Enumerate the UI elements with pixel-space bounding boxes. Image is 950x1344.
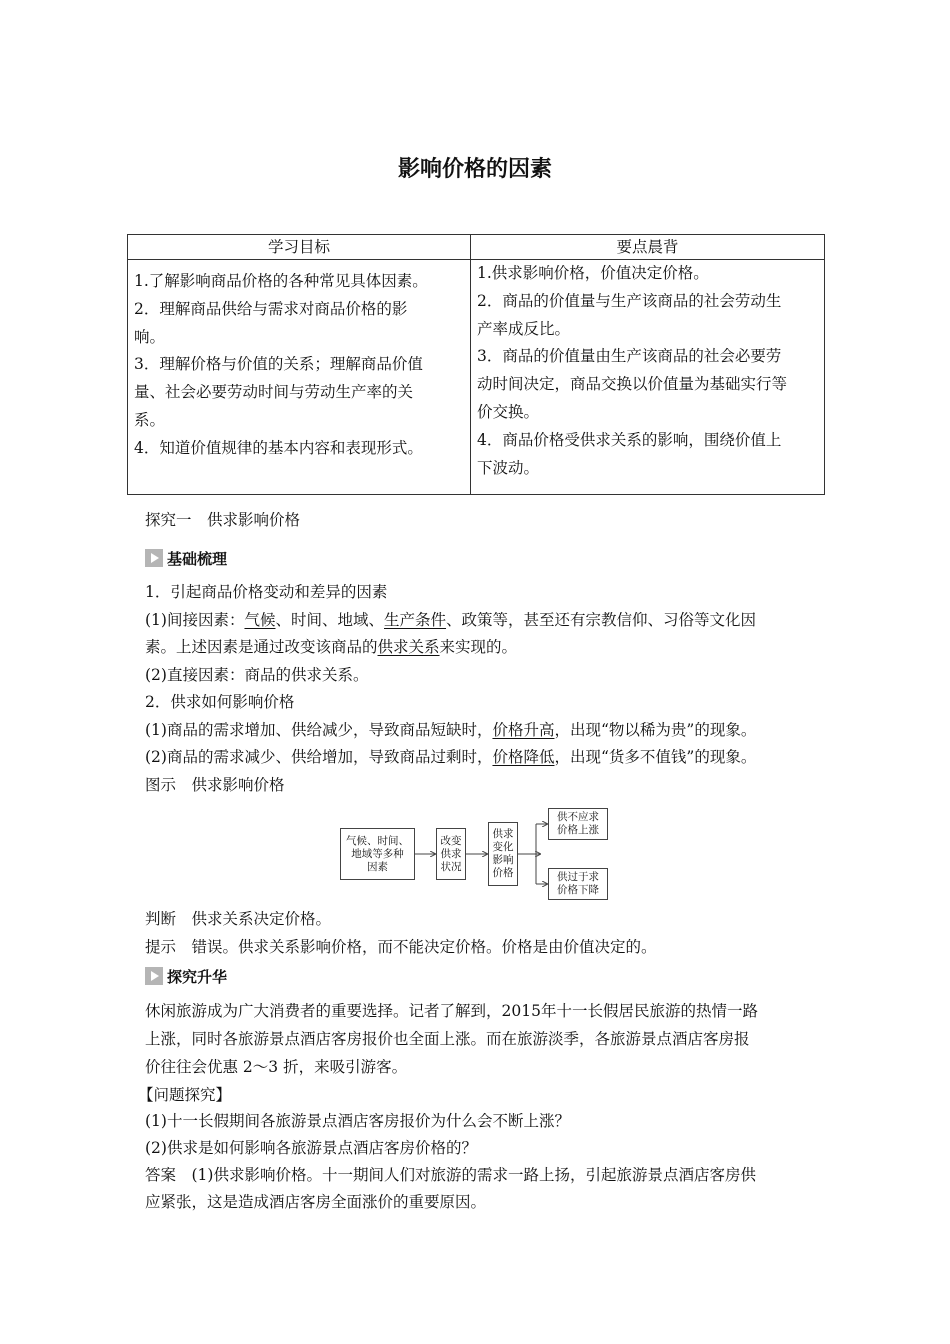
table-header-goals: 学习目标 (128, 235, 471, 260)
paragraph (145, 634, 825, 662)
diagram-text: 地域等多种 (351, 847, 404, 860)
diagram-text: 因素 (367, 860, 388, 873)
question: (1)十一长假期间各旅游景点酒店客房报价为什么会不断上涨？ (145, 1112, 570, 1130)
diagram-text: 供求 (492, 828, 514, 840)
basic-text-block (145, 579, 825, 799)
key-point-line: 3．商品的价值量由生产该商品的社会必要劳 (477, 347, 782, 366)
diagram-text: 改变 (440, 834, 462, 847)
key-point-line: 动时间决定，商品交换以价值量为基础实行等 (477, 375, 788, 394)
key-point-line: 1.供求影响价格，价值决定价格。 (477, 264, 709, 282)
paragraph: 图示 供求影响价格 (145, 775, 285, 794)
question-heading: 【问题探究】 (138, 1086, 232, 1104)
diagram-text: 影响 (492, 854, 514, 866)
paragraph: 1．引起商品价格变动和差异的因素 (145, 583, 388, 601)
diagram-text: 价格上涨 (557, 824, 599, 836)
goal-line: 系。 (134, 410, 166, 429)
paragraph: (2)直接因素：商品的供求关系。 (145, 665, 369, 684)
paragraph: 判断 供求关系决定价格。 (145, 910, 332, 928)
answer-line: 答案 (1)供求影响价格。十一期间人们对旅游的需求一路上扬，引起旅游景点酒店客房供 (145, 1166, 756, 1184)
text-run: 素。上述因素是通过改变该商品的 (145, 638, 378, 656)
goal-line: 量、社会必要劳动时间与劳动生产率的关 (134, 383, 414, 402)
goal-line: 4．知道价值规律的基本内容和表现形式。 (134, 438, 423, 457)
goal-line: 2．理解商品供给与需求对商品价格的影 (134, 299, 408, 318)
table-header-key-points: 要点晨背 (471, 235, 825, 260)
text-run: ，出现“货多不值钱”的现象。 (554, 748, 757, 766)
underlined-term: 价格降低 (492, 748, 555, 766)
paragraph (145, 744, 825, 772)
subsection-basic (145, 548, 227, 568)
diagram-text: 变化 (492, 841, 514, 853)
diagram-text: 状况 (440, 860, 462, 873)
goal-line: 1.了解影响商品价格的各种常见具体因素。 (134, 272, 428, 290)
subsection-basic-label: 基础梳理 (167, 549, 228, 568)
objectives-table (127, 234, 825, 495)
underlined-term: 生产条件 (384, 610, 447, 629)
text-run: 来实现的。 (439, 638, 518, 656)
text-run: 、时间、地域、 (275, 610, 384, 629)
case-text-block (145, 997, 825, 1081)
paragraph (145, 607, 825, 635)
answer-line: 应紧张，这是造成酒店客房全面涨价的重要原因。 (145, 1193, 487, 1211)
text-run: ，出现“物以稀为贵”的现象。 (554, 720, 757, 739)
key-point-line: 价交换。 (477, 402, 540, 421)
diagram-text: 价格 (492, 867, 514, 879)
key-point-line: 下波动。 (477, 458, 540, 477)
subsection-advanced (145, 966, 227, 986)
diagram-text: 供不应求 (557, 811, 599, 823)
question: (2)供求是如何影响各旅游景点酒店客房价格的？ (145, 1139, 477, 1157)
paragraph: 提示 错误。供求关系影响价格，而不能决定价格。价格是由价值决定的。 (145, 937, 657, 956)
paragraph: 价往往会优惠 2～3 折，来吸引游客。 (145, 1058, 408, 1076)
underlined-term: 气候 (244, 610, 276, 629)
judgement-block (145, 906, 825, 961)
underlined-term: 供求关系 (377, 638, 440, 656)
question-block (145, 1108, 825, 1216)
paragraph (145, 717, 825, 745)
text-run: (2)商品的需求减少、供给增加，导致商品过剩时， (145, 748, 493, 766)
diagram-text: 供求 (440, 847, 462, 860)
underlined-term: 价格升高 (492, 720, 555, 739)
page-title: 影响价格的因素 (397, 157, 552, 182)
goal-line: 响。 (134, 327, 166, 346)
goal-line: 3．理解价格与价值的关系；理解商品价值 (134, 355, 423, 374)
key-point-line: 2．商品的价值量与生产该商品的社会劳动生 (477, 291, 782, 310)
text-run: (1)间接因素： (145, 610, 245, 629)
goals-cell (128, 260, 471, 495)
diagram-arrows (340, 806, 610, 902)
play-triangle-icon (145, 967, 163, 985)
subsection-advanced-label: 探究升华 (167, 967, 228, 986)
paragraph: 上涨，同时各旅游景点酒店客房报价也全面上涨。而在旅游淡季，各旅游景点酒店客房报 (145, 1030, 750, 1048)
play-triangle-icon (145, 549, 163, 567)
key-points-cell (471, 260, 825, 495)
key-point-line: 4．商品价格受供求关系的影响，围绕价值上 (477, 430, 782, 449)
diagram-text: 气候、时间、 (346, 834, 409, 847)
key-point-line: 产率成反比。 (477, 319, 571, 338)
section-heading: 探究一 供求影响价格 (145, 511, 301, 529)
paragraph: 2．供求如何影响价格 (145, 693, 295, 711)
text-run: (1)商品的需求增加、供给减少，导致商品短缺时， (145, 720, 493, 739)
text-run: 、政策等，甚至还有宗教信仰、习俗等文化因 (446, 610, 757, 629)
paragraph: 休闲旅游成为广大消费者的重要选择。记者了解到，2015年十一长假居民旅游的热情一路 (145, 1002, 758, 1020)
diagram-text: 价格下降 (557, 884, 599, 896)
supply-demand-diagram (340, 806, 610, 902)
diagram-text: 供过于求 (557, 871, 599, 883)
